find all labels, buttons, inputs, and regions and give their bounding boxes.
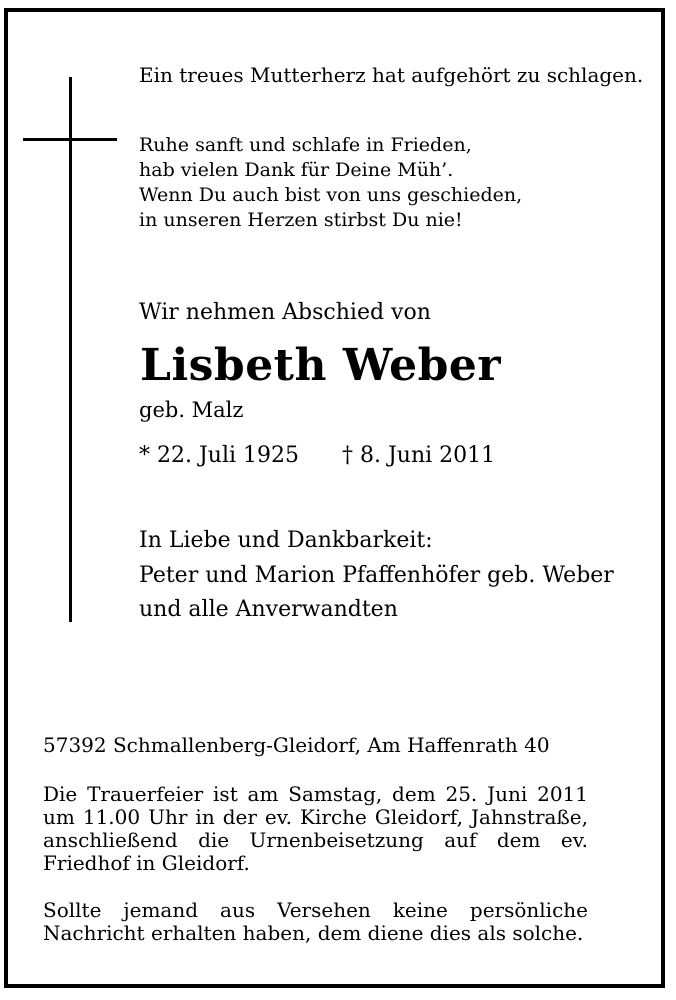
poem-line-4: in unseren Herzen stirbst Du nie! bbox=[139, 209, 463, 231]
family-line-3: und alle Anverwandten bbox=[139, 597, 398, 622]
motto: Ein treues Mutterherz hat aufgehört zu schlagen. bbox=[139, 63, 644, 87]
cross-vertical-bar bbox=[69, 77, 72, 622]
poem-line-1: Ruhe sanft und schlafe in Frieden, bbox=[139, 134, 472, 156]
address: 57392 Schmallenberg-Gleidorf, Am Haffenrath 40 bbox=[43, 733, 550, 757]
family-line-1: In Liebe und Dankbarkeit: bbox=[139, 528, 433, 553]
cross-horizontal-bar bbox=[23, 138, 117, 141]
deceased-name: Lisbeth Weber bbox=[140, 340, 502, 391]
poem-line-3: Wenn Du auch bist von uns geschieden, bbox=[139, 184, 523, 206]
poem-line-2: hab vielen Dank für Deine Müh’. bbox=[139, 159, 454, 181]
notice-text: Sollte jemand aus Versehen keine persönliche Nachricht erhalten haben, dem diene dies als solche. bbox=[43, 898, 588, 945]
funeral-details: Die Trauerfeier ist am Samstag, dem 25. Juni 2011 um 11.00 Uhr in der ev. Kirche Gleidorf, Jahnstraße, anschließend die Urnenbeisetzung auf dem ev. Friedhof in Gleidorf. bbox=[43, 782, 588, 875]
farewell-intro: Wir nehmen Abschied von bbox=[139, 300, 431, 325]
birth-date: * 22. Juli 1925 bbox=[139, 443, 300, 468]
family-line-2: Peter und Marion Pfaffenhöfer geb. Weber bbox=[139, 563, 614, 588]
death-date: † 8. Juni 2011 bbox=[342, 443, 496, 468]
birth-name: geb. Malz bbox=[139, 398, 244, 422]
